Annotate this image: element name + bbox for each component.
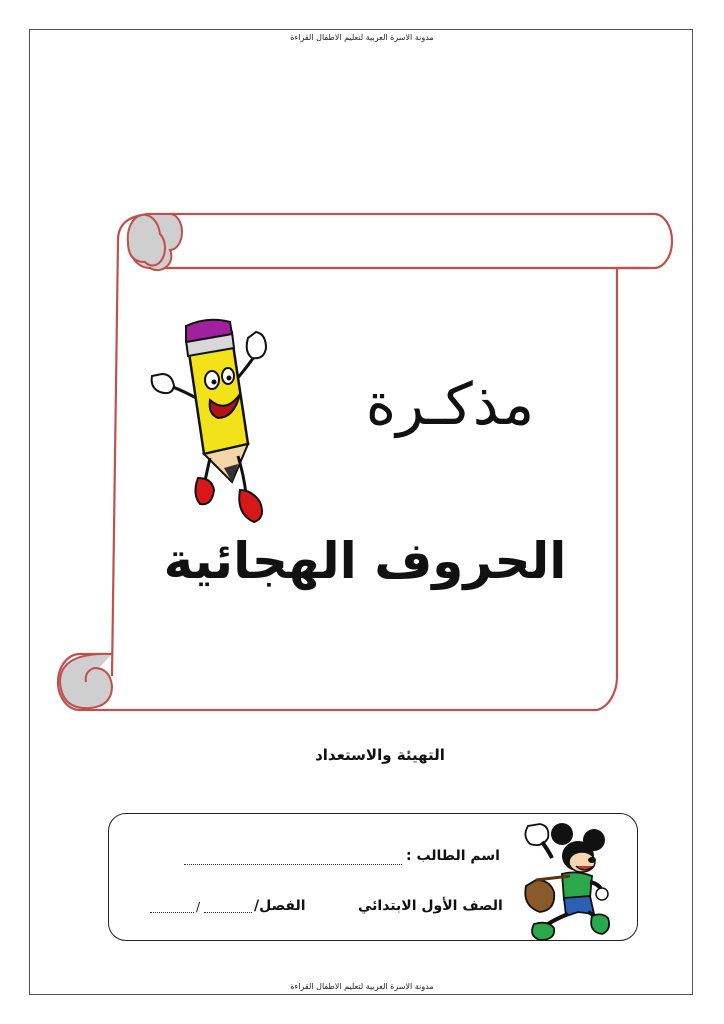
- cover-title: مذكـرة: [365, 370, 535, 438]
- cover-subtitle: الحروف الهجائية: [163, 532, 567, 590]
- pencil-mascot-illustration: [148, 318, 272, 528]
- bottom-curl: [60, 654, 112, 708]
- student-name-label: اسم الطالب :: [406, 848, 500, 864]
- grade-label: الصف الأول الابتدائي: [358, 898, 503, 914]
- header-blog-name: مدونة الاسرة العربية لتعليم الاطفال القراءة: [290, 33, 434, 42]
- student-name-field[interactable]: [184, 864, 402, 865]
- mickey-mouse-illustration: [518, 820, 612, 942]
- class-label: الفصل/: [254, 898, 306, 914]
- class-separator: /: [196, 900, 201, 914]
- class-field-1[interactable]: [204, 912, 252, 913]
- stage-label: التهيئة والاستعداد: [315, 746, 445, 764]
- class-field-2[interactable]: [150, 912, 194, 913]
- footer-blog-name: مدونة الاسرة العربية لتعليم الاطفال القراءة: [290, 982, 434, 991]
